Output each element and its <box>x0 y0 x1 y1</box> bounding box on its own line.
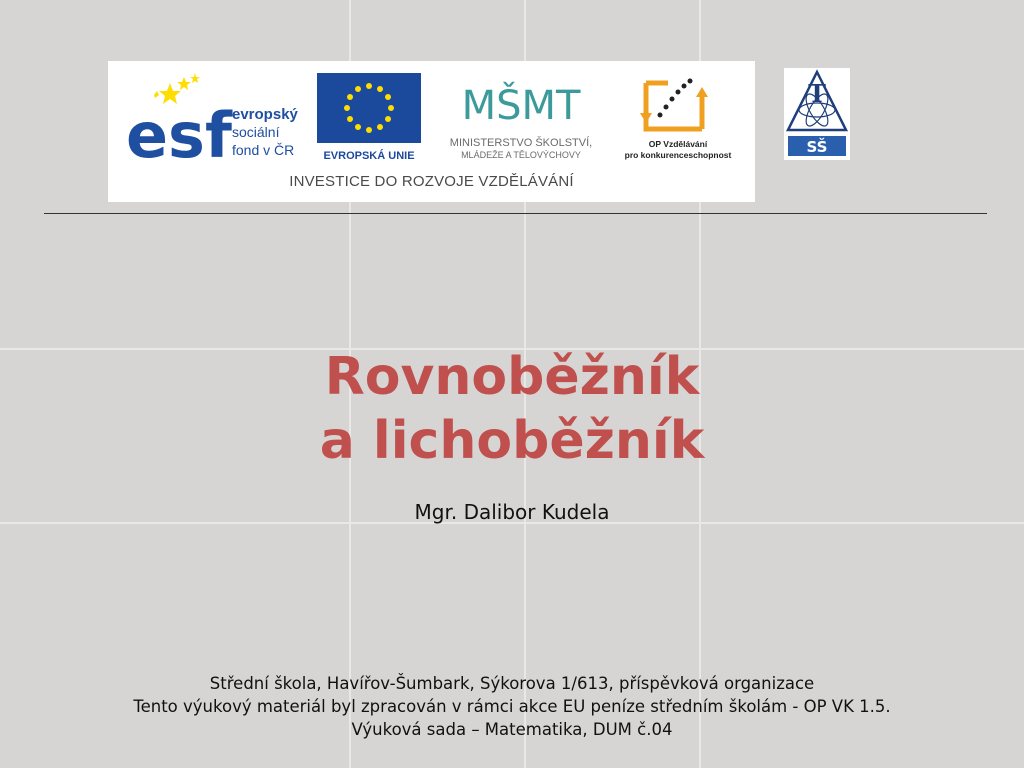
title-line-2: a lichoběžník <box>319 411 705 471</box>
banner-caption: INVESTICE DO ROZVOJE VZDĚLÁVÁNÍ <box>289 173 574 190</box>
slide-title <box>0 345 1024 473</box>
footer-line-set: Výuková sada – Matematika, DUM č.04 <box>351 720 673 739</box>
msmt-mark-icon <box>428 71 614 163</box>
msmt-logo <box>428 71 614 163</box>
svg-text:EVROPSKÁ UNIE: EVROPSKÁ UNIE <box>323 150 415 162</box>
eu-flag-icon <box>315 73 423 163</box>
esf-mark-icon <box>124 71 314 163</box>
svg-text:T: T <box>808 79 826 108</box>
op-mark-icon <box>616 71 748 163</box>
svg-text:esf: esf <box>126 99 232 163</box>
footer-info <box>0 672 1024 741</box>
author-name: Mgr. Dalibor Kudela <box>414 500 610 524</box>
logo-banner <box>108 61 755 202</box>
svg-text:evropský: evropský <box>232 106 298 123</box>
eu-logo <box>315 73 423 163</box>
svg-text:MŠMT: MŠMT <box>461 83 581 129</box>
svg-text:pro konkurenceschopnost: pro konkurenceschopnost <box>624 150 732 160</box>
divider-line <box>44 213 987 214</box>
school-logo <box>784 68 850 160</box>
svg-text:MLÁDEŽE A TĚLOVÝCHOVY: MLÁDEŽE A TĚLOVÝCHOVY <box>461 150 581 160</box>
svg-text:SŠ: SŠ <box>806 138 828 156</box>
svg-text:fond v ČR: fond v ČR <box>232 142 295 158</box>
footer-line-funding: Tento výukový materiál byl zpracován v rámci akce EU peníze středním školám - OP VK 1.5. <box>133 697 891 716</box>
svg-text:MINISTERSTVO ŠKOLSTVÍ,: MINISTERSTVO ŠKOLSTVÍ, <box>449 137 593 149</box>
svg-text:sociální: sociální <box>232 124 280 140</box>
esf-logo <box>124 71 314 163</box>
op-logo <box>616 71 748 163</box>
svg-text:OP Vzdělávání: OP Vzdělávání <box>648 139 708 149</box>
title-line-1: Rovnoběžník <box>324 347 700 407</box>
footer-line-school: Střední škola, Havířov-Šumbark, Sýkorova 1/613, příspěvková organizace <box>209 674 815 693</box>
school-emblem-icon <box>784 68 850 160</box>
